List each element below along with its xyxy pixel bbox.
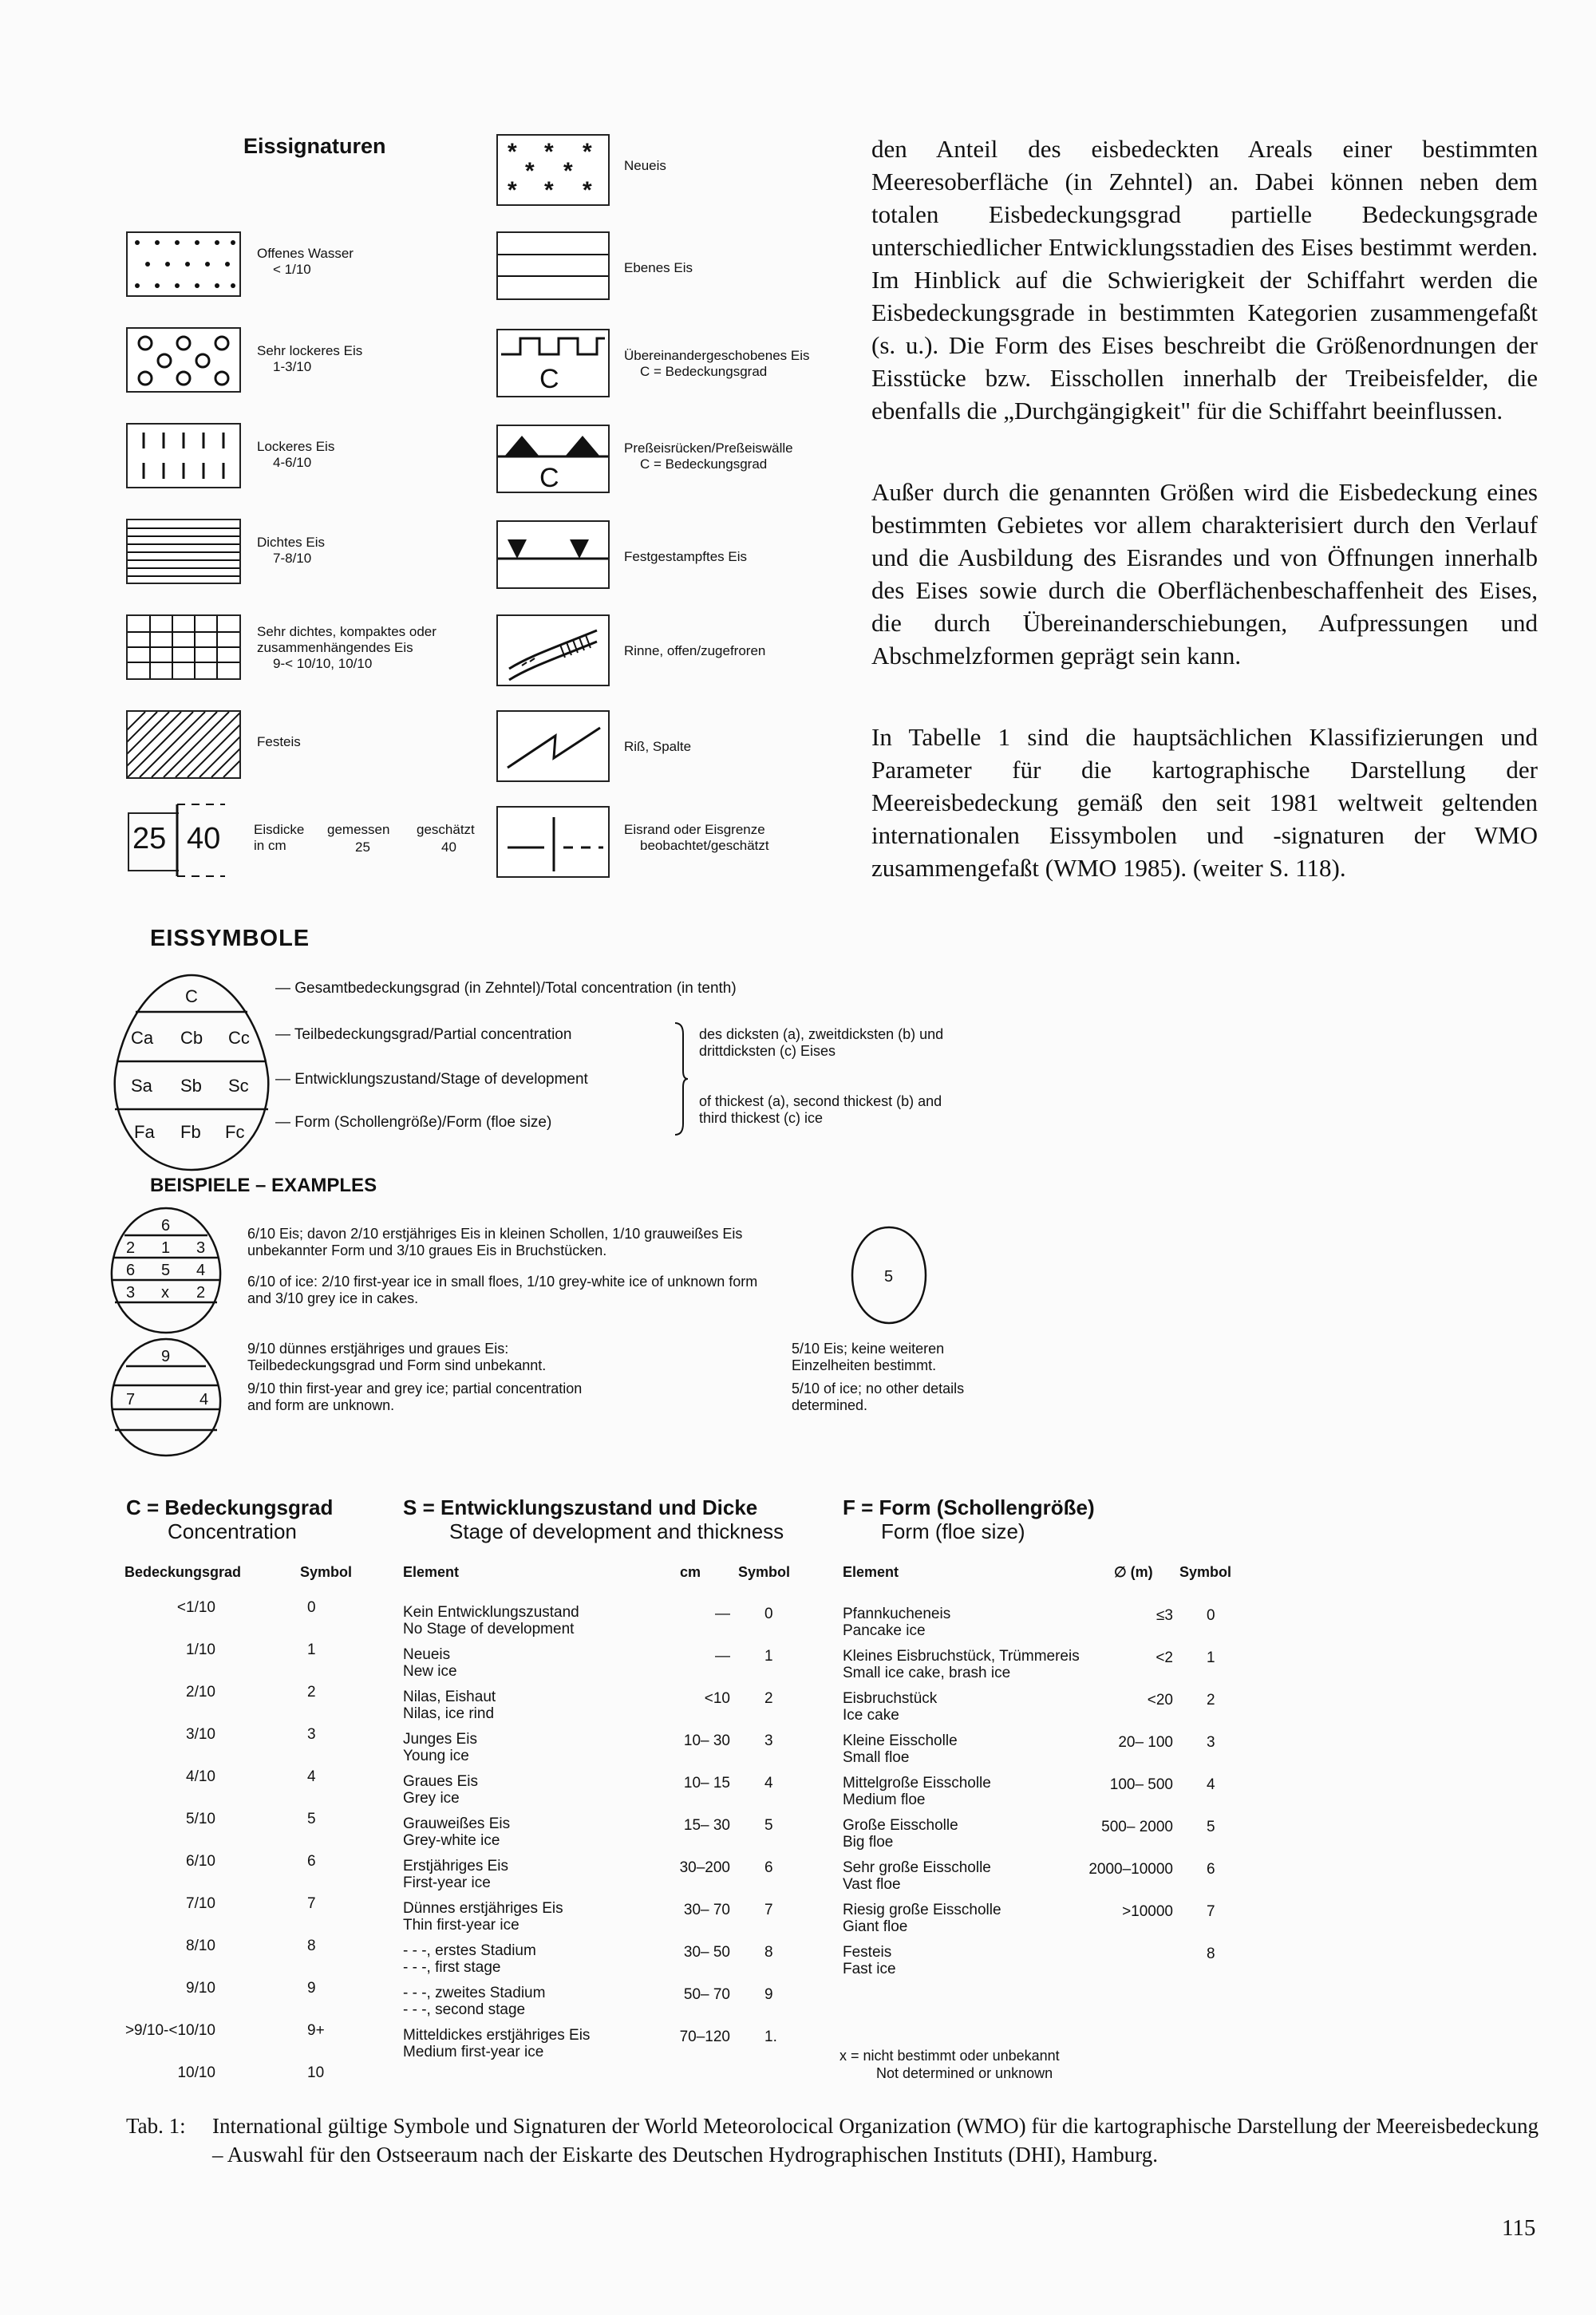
table-f-element-de: Festeis bbox=[843, 1944, 892, 1961]
signature-label: Übereinandergeschobenes Eis C = Bedeckungsgrad bbox=[624, 348, 810, 379]
thickness-estimated-value: 40 bbox=[187, 822, 221, 855]
signature-ridges-icon bbox=[496, 425, 610, 493]
table-s-element-de: - - -, erstes Stadium bbox=[403, 1942, 536, 1959]
table-s-thickness: 10– 30 bbox=[683, 1732, 730, 1749]
signature-hummocked-ice-icon bbox=[496, 520, 610, 589]
table-c-concentration: 6/10 bbox=[186, 1853, 215, 1870]
table-f-element-en: Big floe bbox=[843, 1834, 894, 1851]
table-c-symbol: 4 bbox=[307, 1768, 316, 1785]
table-f-element-en: Pancake ice bbox=[843, 1622, 926, 1639]
ex1-cell: 4 bbox=[196, 1262, 206, 1279]
example-egg-2 bbox=[110, 1337, 222, 1457]
table-caption bbox=[126, 2112, 1539, 2169]
table-f-header: Element bbox=[843, 1564, 899, 1580]
table-c-concentration: 10/10 bbox=[177, 2064, 215, 2081]
table-s-symbol: 3 bbox=[764, 1732, 773, 1749]
table-s-element-de: Junges Eis bbox=[403, 1731, 477, 1748]
signatures-title: Eissignaturen bbox=[243, 134, 386, 158]
signature-label: Festeis bbox=[257, 734, 301, 749]
table-s-title: S = Entwicklungszustand und Dicke Stage of development and thickness bbox=[403, 1495, 784, 1543]
table-s-element-en: No Stage of development bbox=[403, 1621, 575, 1637]
table-c-symbol: 6 bbox=[307, 1853, 316, 1870]
table-f-element-de: Pfannkucheneis bbox=[843, 1606, 951, 1622]
thickness-measured-label-value: 25 bbox=[355, 839, 370, 855]
table-s-symbol: 7 bbox=[764, 1902, 773, 1918]
table-f-element-de: Große Eisscholle bbox=[843, 1817, 958, 1834]
page-number: 115 bbox=[1502, 2215, 1536, 2241]
rafted-ice-c: C bbox=[539, 364, 559, 394]
table-s-element-en: New ice bbox=[403, 1663, 457, 1680]
ex1-cell: 3 bbox=[196, 1239, 206, 1257]
table-c-concentration: 5/10 bbox=[186, 1811, 215, 1827]
table-f-note-de: x = nicht bestimmt oder unbekannt bbox=[839, 2048, 1060, 2064]
ex1-cell: 2 bbox=[196, 1284, 206, 1302]
table-f-size: 2000–10000 bbox=[1088, 1861, 1173, 1878]
thickness-estimated-label-value: 40 bbox=[441, 839, 456, 855]
table-f-element-en: Ice cake bbox=[843, 1707, 899, 1724]
thickness-measured-value: 25 bbox=[132, 822, 167, 855]
table-c-concentration: 9/10 bbox=[186, 1980, 215, 1997]
ex3-value: 5 bbox=[884, 1268, 894, 1286]
table-s-thickness: — bbox=[715, 1606, 730, 1622]
brace-text-en: of thickest (a), second thickest (b) and third thickest (c) ice bbox=[699, 1093, 942, 1126]
signature-ice-edge-icon bbox=[496, 806, 610, 878]
example-2-en: 9/10 thin first-year and grey ice; partial concentration and form are unknown. bbox=[247, 1381, 583, 1413]
egg-fb: Fb bbox=[180, 1122, 201, 1142]
signature-label: Eisrand oder Eisgrenze beobachtet/geschätzt bbox=[624, 822, 769, 853]
table-s-element-de: Nilas, Eishaut bbox=[403, 1689, 496, 1705]
table-s-element-de: Dünnes erstjähriges Eis bbox=[403, 1900, 563, 1917]
table-s-symbol: 8 bbox=[764, 1944, 773, 1961]
table-f-size: >10000 bbox=[1122, 1903, 1173, 1920]
svg-text:*: * bbox=[525, 158, 535, 184]
svg-text:*: * bbox=[508, 139, 517, 165]
example-2-de: 9/10 dünnes erstjähriges und graues Eis: Teilbedeckungsgrad und Form sind unbekannt. bbox=[247, 1341, 547, 1373]
signature-rafted-ice-icon bbox=[496, 329, 610, 397]
signature-label: Sehr lockeres Eis 1-3/10 bbox=[257, 343, 363, 374]
table-s-header: Symbol bbox=[738, 1564, 791, 1580]
examples-title: BEISPIELE – EXAMPLES bbox=[150, 1175, 377, 1196]
egg-code-diagram bbox=[112, 974, 271, 1173]
signature-level-ice-icon bbox=[496, 231, 610, 300]
signature-label: Dichtes Eis 7-8/10 bbox=[257, 535, 326, 566]
table-c-symbol: 5 bbox=[307, 1811, 316, 1827]
table-f-note-en: Not determined or unknown bbox=[876, 2065, 1053, 2081]
table-s-symbol: 0 bbox=[764, 1606, 773, 1622]
symbols-title: EISSYMBOLE bbox=[150, 926, 310, 951]
signature-close-ice-icon bbox=[126, 519, 241, 584]
table-s-thickness: 30–200 bbox=[679, 1859, 730, 1876]
table-s-symbol: 6 bbox=[764, 1859, 773, 1876]
ridges-c: C bbox=[539, 463, 559, 493]
body-paragraph: den Anteil des eisbedeckten Areals einer bestimmten Meeresoberfläche (in Zehntel) an. Dabei können neben dem totalen Eisbedeckungsgrad partielle Bedeckungsgrade unterschiedlicher Entwicklungsstadien des Eises bestimmt werden. Im Hinblick auf die Schwierigkeit der Schiffahrt werden die Eisbedeckungsgrade in bestimmten Kategorien zusammengefaßt (s. u.). Die Form des Eises beschreibt die Größenordnungen der Eisstücke bzw. Eisschollen innerhalb der Treibeisfelder, die ebenfalls die „Durchgängigkeit" für die Schiffahrt beeinflussen. bbox=[871, 135, 1538, 425]
ex2-top: 9 bbox=[161, 1348, 171, 1365]
table-c-symbol: 9 bbox=[307, 1980, 316, 1997]
table-s-thickness: 10– 15 bbox=[683, 1775, 730, 1792]
example-egg-1 bbox=[110, 1207, 222, 1334]
table-s-element-en: - - -, second stage bbox=[403, 2001, 526, 2018]
table-f-element-en: Vast floe bbox=[843, 1876, 901, 1893]
table-f-symbol: 5 bbox=[1207, 1819, 1215, 1835]
table-c-concentration: 8/10 bbox=[186, 1938, 215, 1954]
symbols-legend-item: — Form (Schollengröße)/Form (floe size) bbox=[275, 1114, 552, 1131]
table-f-size: <20 bbox=[1147, 1692, 1173, 1709]
table-c-symbol: 2 bbox=[307, 1684, 316, 1701]
table-f-size: 20– 100 bbox=[1118, 1734, 1173, 1751]
egg-sb: Sb bbox=[180, 1076, 202, 1096]
svg-text:*: * bbox=[544, 177, 554, 203]
brace-text-de: des dicksten (a), zweitdicksten (b) und drittdicksten (c) Eises bbox=[699, 1026, 944, 1059]
table-f-size: 500– 2000 bbox=[1101, 1819, 1173, 1835]
signature-label: Riß, Spalte bbox=[624, 739, 692, 754]
svg-text:*: * bbox=[583, 177, 592, 203]
example-3-en: 5/10 of ice; no other details determined. bbox=[792, 1381, 965, 1413]
table-s-element-en: Thin first-year ice bbox=[403, 1917, 519, 1934]
table-s-symbol: 1 bbox=[764, 1648, 773, 1665]
signature-open-water-icon bbox=[126, 231, 241, 297]
signature-open-ice-icon bbox=[126, 423, 241, 488]
ex1-cell: 6 bbox=[126, 1262, 136, 1279]
signature-label: Festgestampftes Eis bbox=[624, 549, 748, 564]
example-3-de: 5/10 Eis; keine weiteren Einzelheiten bestimmt. bbox=[792, 1341, 945, 1373]
signature-very-open-ice-icon bbox=[126, 327, 241, 393]
table-s-element-de: Graues Eis bbox=[403, 1773, 478, 1790]
svg-text:*: * bbox=[583, 139, 592, 165]
table-c-symbol: 9+ bbox=[307, 2022, 325, 2039]
table-s-symbol: 4 bbox=[764, 1775, 773, 1792]
table-s-element-en: Grey ice bbox=[403, 1790, 460, 1807]
table-f-size: <2 bbox=[1156, 1649, 1173, 1666]
signature-label: Ebenes Eis bbox=[624, 260, 693, 275]
table-c-header: Bedeckungsgrad bbox=[124, 1564, 242, 1580]
ex1-top: 6 bbox=[161, 1217, 171, 1235]
table-c-symbol: 0 bbox=[307, 1599, 316, 1616]
table-s-element-en: Young ice bbox=[403, 1748, 469, 1764]
egg-cc: Cc bbox=[228, 1028, 250, 1048]
table-s-thickness: 30– 50 bbox=[683, 1944, 730, 1961]
svg-text:*: * bbox=[544, 139, 554, 165]
table-f-element-en: Giant floe bbox=[843, 1918, 908, 1935]
table-f-element-de: Riesig große Eisscholle bbox=[843, 1902, 1001, 1918]
signature-label: Lockeres Eis 4-6/10 bbox=[257, 439, 335, 470]
ex1-cell: 2 bbox=[126, 1239, 136, 1257]
table-c-header: Symbol bbox=[300, 1564, 353, 1580]
table-f-element-de: Eisbruchstück bbox=[843, 1690, 938, 1707]
table-f-symbol: 3 bbox=[1207, 1734, 1215, 1751]
table-f-element-de: Kleines Eisbruchstück, Trümmereis bbox=[843, 1648, 1080, 1665]
signature-new-ice-icon bbox=[496, 134, 610, 206]
ex1-cell: 1 bbox=[161, 1239, 171, 1257]
symbols-legend-item: — Gesamtbedeckungsgrad (in Zehntel)/Total concentration (in tenth) bbox=[275, 980, 737, 997]
table-s-header: Element bbox=[403, 1564, 460, 1580]
ex2-left: 7 bbox=[126, 1391, 136, 1408]
table-s-element-en: Grey-white ice bbox=[403, 1832, 500, 1849]
table-s-symbol: 9 bbox=[764, 1986, 773, 2003]
table-c-title: C = Bedeckungsgrad Concentration bbox=[126, 1495, 334, 1543]
example-1-en: 6/10 of ice: 2/10 first-year ice in small floes, 1/10 grey-white ice of unknown form and 3/10 grey ice in cakes. bbox=[247, 1274, 758, 1306]
table-f-title: F = Form (Schollengröße) Form (floe size) bbox=[843, 1495, 1095, 1543]
table-f-symbol: 8 bbox=[1207, 1946, 1215, 1962]
table-f-element-en: Small ice cake, brash ice bbox=[843, 1665, 1011, 1681]
signature-label: Offenes Wasser < 1/10 bbox=[257, 246, 354, 277]
table-f-element-de: Sehr große Eisscholle bbox=[843, 1859, 991, 1876]
table-c-symbol: 7 bbox=[307, 1895, 316, 1912]
signature-crack-icon bbox=[496, 710, 610, 782]
table-s-thickness: 30– 70 bbox=[683, 1902, 730, 1918]
table-s-thickness: 70–120 bbox=[679, 2029, 730, 2045]
table-s-element-en: - - -, first stage bbox=[403, 1959, 501, 1976]
egg-fc: Fc bbox=[225, 1122, 245, 1142]
table-f-element-en: Medium floe bbox=[843, 1792, 926, 1808]
table-f-header: ∅ (m) bbox=[1114, 1564, 1153, 1580]
table-s-thickness: 15– 30 bbox=[683, 1817, 730, 1834]
table-s-header: cm bbox=[680, 1564, 701, 1580]
signature-compact-ice-icon bbox=[126, 614, 241, 680]
table-f-element-de: Mittelgroße Eisscholle bbox=[843, 1775, 991, 1792]
body-paragraph: Außer durch die genannten Größen wird die Eisbedeckung eines bestimmten Gebietes vor allem charakterisiert durch den Verlauf und die Ausbildung des Eisrandes und von Öffnungen innerhalb des Eises sowie durch die Oberflächenbeschaffenheit des Eises, die durch Übereinanderschiebungen, Aufpressungen und Abschmelzformen geprägt sein kann. bbox=[871, 478, 1538, 670]
egg-ca: Ca bbox=[131, 1028, 154, 1048]
table-f-symbol: 6 bbox=[1207, 1861, 1215, 1878]
table-c-symbol: 10 bbox=[307, 2064, 325, 2081]
signature-lead-icon bbox=[496, 614, 610, 686]
table-c-concentration: >9/10-<10/10 bbox=[124, 2022, 215, 2039]
table-s-thickness: 50– 70 bbox=[683, 1986, 730, 2003]
table-c-concentration: 2/10 bbox=[186, 1684, 215, 1701]
table-f-element-en: Small floe bbox=[843, 1749, 910, 1766]
table-c-concentration: 4/10 bbox=[186, 1768, 215, 1785]
table-s-element-en: Nilas, ice rind bbox=[403, 1705, 495, 1722]
table-f-element-en: Fast ice bbox=[843, 1961, 896, 1977]
table-c-symbol: 1 bbox=[307, 1641, 316, 1658]
thickness-label: Eisdicke in cm bbox=[254, 822, 305, 853]
table-s-element-de: Neueis bbox=[403, 1646, 451, 1663]
egg-sa: Sa bbox=[131, 1076, 152, 1096]
table-c-concentration: 7/10 bbox=[186, 1895, 215, 1912]
table-s-element-de: Erstjähriges Eis bbox=[403, 1858, 508, 1875]
ex2-right: 4 bbox=[200, 1391, 209, 1408]
egg-sc: Sc bbox=[228, 1076, 249, 1096]
body-paragraph: In Tabelle 1 sind die hauptsächlichen Klassifizierungen und Parameter für die kartographische Darstellung der Meereisbedeckung gemäß den seit 1981 weltweit geltenden internationalen Eissymbolen und -signaturen der WMO zusammengefaßt (WMO 1985). (weiter S. 118). bbox=[871, 723, 1538, 882]
table-s-symbol: 1. bbox=[764, 2029, 777, 2045]
signature-label: Rinne, offen/zugefroren bbox=[624, 643, 766, 658]
svg-text:*: * bbox=[508, 177, 517, 203]
table-f-symbol: 1 bbox=[1207, 1649, 1215, 1666]
table-s-element-de: Kein Entwicklungszustand bbox=[403, 1604, 579, 1621]
signature-label: Sehr dichtes, kompaktes oder zusammenhängendes Eis 9-< 10/10, 10/10 bbox=[257, 624, 437, 671]
table-c-symbol: 8 bbox=[307, 1938, 316, 1954]
caption-text: International gültige Symbole und Signaturen der World Meteorolocical Organization (WMO) für die kartographische Darstellung der Meereisbedeckung – Auswahl für den Ostseeraum nach der Eiskarte des Deutschen Hydrographischen Instituts (DHI), Hamburg. bbox=[212, 2114, 1539, 2167]
ex1-cell: 3 bbox=[126, 1284, 136, 1302]
thickness-estimated-label: geschätzt bbox=[417, 822, 475, 837]
svg-text:*: * bbox=[563, 158, 573, 184]
brace-icon bbox=[672, 1023, 688, 1135]
table-s-element-de: Mitteldickes erstjähriges Eis bbox=[403, 2027, 591, 2044]
table-f-symbol: 0 bbox=[1207, 1607, 1215, 1624]
table-f-symbol: 2 bbox=[1207, 1692, 1215, 1709]
egg-c: C bbox=[185, 986, 198, 1006]
table-s-element-de: Grauweißes Eis bbox=[403, 1815, 511, 1832]
table-c-concentration: 3/10 bbox=[186, 1726, 215, 1743]
ex1-cell: x bbox=[161, 1284, 169, 1302]
egg-fa: Fa bbox=[134, 1122, 155, 1142]
ex1-cell: 5 bbox=[161, 1262, 171, 1279]
table-s-symbol: 2 bbox=[764, 1690, 773, 1707]
table-f-symbol: 7 bbox=[1207, 1903, 1215, 1920]
signature-fast-ice-icon bbox=[126, 710, 241, 779]
table-f-size: 100– 500 bbox=[1109, 1776, 1173, 1793]
table-s-thickness: <10 bbox=[704, 1690, 730, 1707]
signature-label: Preßeisrücken/Preßeiswälle C = Bedeckungsgrad bbox=[624, 440, 793, 472]
example-egg-3 bbox=[851, 1226, 927, 1325]
signature-label: Neueis bbox=[624, 158, 666, 173]
example-1-de: 6/10 Eis; davon 2/10 erstjähriges Eis in kleinen Schollen, 1/10 grauweißes Eis unbekannter Form und 3/10 graues Eis in Bruchstücken. bbox=[247, 1226, 743, 1258]
caption-label: Tab. 1: bbox=[126, 2114, 186, 2138]
table-s-element-en: First-year ice bbox=[403, 1875, 491, 1891]
egg-cb: Cb bbox=[180, 1028, 203, 1048]
table-s-symbol: 5 bbox=[764, 1817, 773, 1834]
table-c-symbol: 3 bbox=[307, 1726, 316, 1743]
table-f-element-de: Kleine Eisscholle bbox=[843, 1732, 958, 1749]
symbols-legend-item: — Teilbedeckungsgrad/Partial concentration bbox=[275, 1026, 572, 1043]
table-s-thickness: — bbox=[715, 1648, 730, 1665]
table-c-concentration: <1/10 bbox=[176, 1599, 215, 1616]
table-s-element-en: Medium first-year ice bbox=[403, 2044, 544, 2060]
table-c-concentration: 1/10 bbox=[186, 1641, 215, 1658]
table-f-header: Symbol bbox=[1179, 1564, 1232, 1580]
symbols-legend-item: — Entwicklungszustand/Stage of development bbox=[275, 1071, 588, 1088]
thickness-measured-label: gemessen bbox=[327, 822, 390, 837]
table-f-size: ≤3 bbox=[1156, 1607, 1173, 1624]
table-f-symbol: 4 bbox=[1207, 1776, 1215, 1793]
table-s-element-de: - - -, zweites Stadium bbox=[403, 1985, 546, 2001]
